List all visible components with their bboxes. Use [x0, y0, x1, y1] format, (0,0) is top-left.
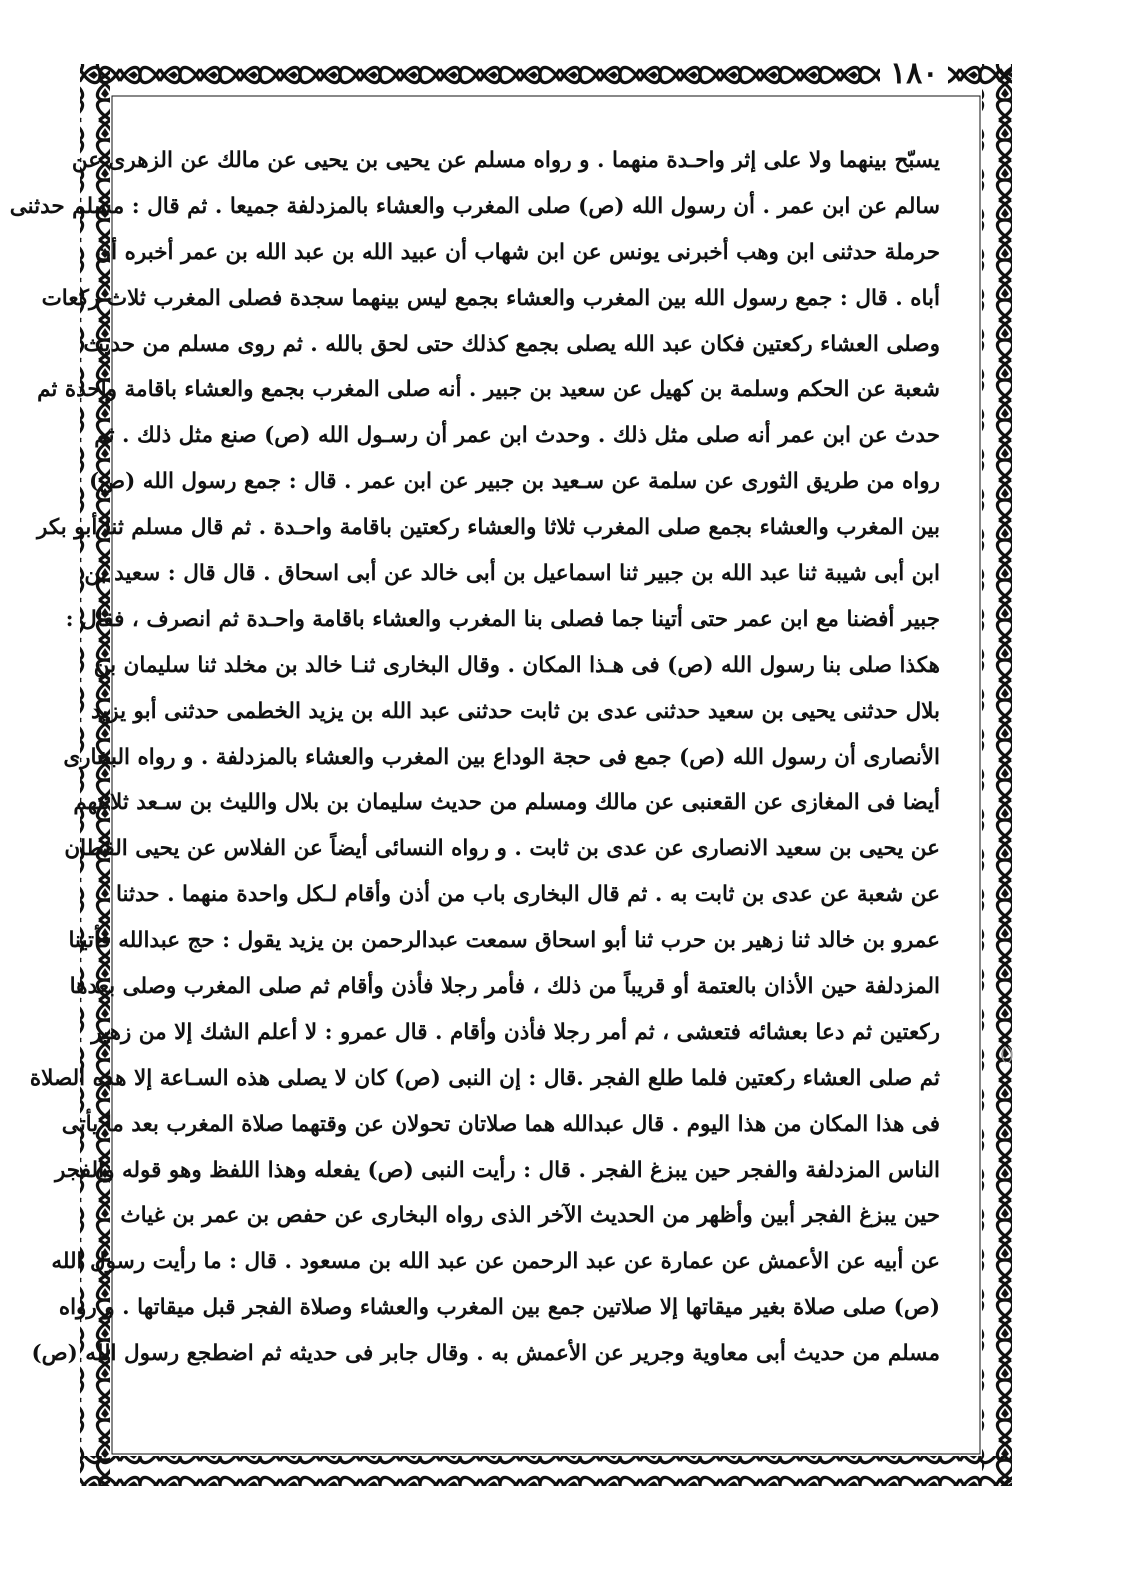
text-line: عن يحيى بن سعيد الانصارى عن عدى بن ثابت . و رواه النسائى أيضاً عن الفلاس عن يحيى القطان [64, 836, 940, 862]
text-line: حين يبزغ الفجر أبين وأظهر من الحديث الآخر الذى رواه البخارى عن حفص بن عمر بن غياث [120, 1203, 940, 1229]
text-line: يسبّح بينهما ولا على إثر واحـدة منهما . و رواه مسلم عن يحيى بن يحيى عن مالك عن الزهرى عن [71, 148, 940, 173]
text-line: المزدلفة حين الأذان بالعتمة أو قريباً من ذلك ، فأمر رجلا فأذن وأقام ثم صلى المغرب وصلى بعدها [69, 974, 940, 1000]
text-line: سالم عن ابن عمر . أن رسول الله (ص) صلى المغرب والعشاء بالمزدلفة جميعا . ثم قال : مسلم حدثنى [9, 193, 940, 219]
text-line: بين المغرب والعشاء بجمع صلى المغرب ثلاثا والعشاء ركعتين باقامة واحـدة . ثم قال مسلم ثنا أبو بكر [37, 515, 940, 541]
text-line: بلال حدثنى يحيى بن سعيد حدثنى عدى بن ثابت حدثنى عبد الله بن يزيد الخطمى حدثنى أبو يزيد [90, 698, 940, 724]
text-line: عن شعبة عن عدى بن ثابت به . ثم قال البخارى باب من أذن وأقام لـكل واحدة منهما . حدثنا [116, 882, 940, 908]
text-line: جبير أفضنا مع ابن عمر حتى أتينا جما فصلى بنا المغرب والعشاء باقامة واحـدة ثم انصرف ، فقال : [65, 606, 940, 632]
text-line: ابن أبى شيبة ثنا عبد الله بن جبير ثنا اسماعيل بن أبى خالد عن أبى اسحاق . قال قال : سعيد بن [84, 561, 940, 587]
text-line: هكذا صلى بنا رسول الله (ص) فى هـذا المكان . وقال البخارى ثنـا خالد بن مخلد ثنا سليمان بن [93, 652, 940, 678]
page-number: ١٨٠ [880, 56, 948, 92]
text-line: حدث عن ابن عمر أنه صلى مثل ذلك . وحدث ابن عمر أن رسـول الله (ص) صنع مثل ذلك . ثم [94, 423, 940, 449]
text-line: مسلم من حديث أبى معاوية وجرير عن الأعمش به . وقال جابر فى حديثه ثم اضطجع رسول الله (ص) [31, 1341, 940, 1367]
text-line: أيضا فى المغازى عن القعنبى عن مالك ومسلم من حديث سليمان بن بلال والليث بن سـعد ثلاثتهم [73, 790, 940, 816]
text-line: ركعتين ثم دعا بعشائه فتعشى ، ثم أمر رجلا فأذن وأقام . قال عمرو : لا أعلم الشك إلا من زهير [91, 1019, 940, 1045]
text-line: الناس المزدلفة والفجر حين يبزغ الفجر . قال : رأيت النبى (ص) يفعله وهذا اللفظ وهو قوله والفجر [54, 1157, 940, 1183]
text-line: رواه من طريق الثورى عن سلمة عن سـعيد بن جبير عن ابن عمر . قال : جمع رسول الله (ص) [88, 469, 940, 495]
text-line: الأنصارى أن رسول الله (ص) جمع فى حجة الوداع بين المغرب والعشاء بالمزدلفة . و رواه البخارى [63, 744, 940, 770]
text-line: (ص) صلى صلاة بغير ميقاتها إلا صلاتين جمع بين المغرب والعشاء وصلاة الفجر قبل ميقاتها . و رواه [58, 1295, 940, 1321]
text-line: عمرو بن خالد ثنا زهير بن حرب ثنا أبو اسحاق سمعت عبدالرحمن بن يزيد يقول : حج عبدالله فأتينا [68, 928, 940, 954]
body-text [9, 138, 940, 1377]
text-line: فى هذا المكان من هذا اليوم . قال عبدالله هما صلاتان تحولان عن وقتهما صلاة المغرب بعد ما يأتى [61, 1111, 940, 1137]
text-line: وصلى العشاء ركعتين فكان عبد الله يصلى بجمع كذلك حتى لحق بالله . ثم روى مسلم من حديث [83, 331, 940, 357]
text-line: عن أبيه عن الأعمش عن عمارة عن عبد الرحمن عن عبد الله بن مسعود . قال : ما رأيت رسول الله [51, 1249, 940, 1275]
text-line: أباه . قال : جمع رسول الله بين المغرب والعشاء بجمع ليس بينهما سجدة فصلى المغرب ثلاث ركعات [41, 285, 940, 311]
text-line: حرملة حدثنى ابن وهب أخبرنى يونس عن ابن شهاب أن عبيد الله بن عبد الله بن عمر أخبره أن [95, 239, 940, 265]
text-line: ثم صلى العشاء ركعتين فلما طلع الفجر .قال : إن النبى (ص) كان لا يصلى هذه السـاعة إلا هذه الصلاة [29, 1065, 940, 1091]
margin-mark: () [1000, 1044, 1015, 1065]
text-line: شعبة عن الحكم وسلمة بن كهيل عن سعيد بن جبير . أنه صلى المغرب بجمع والعشاء باقامة واحدة ثم [37, 377, 940, 403]
